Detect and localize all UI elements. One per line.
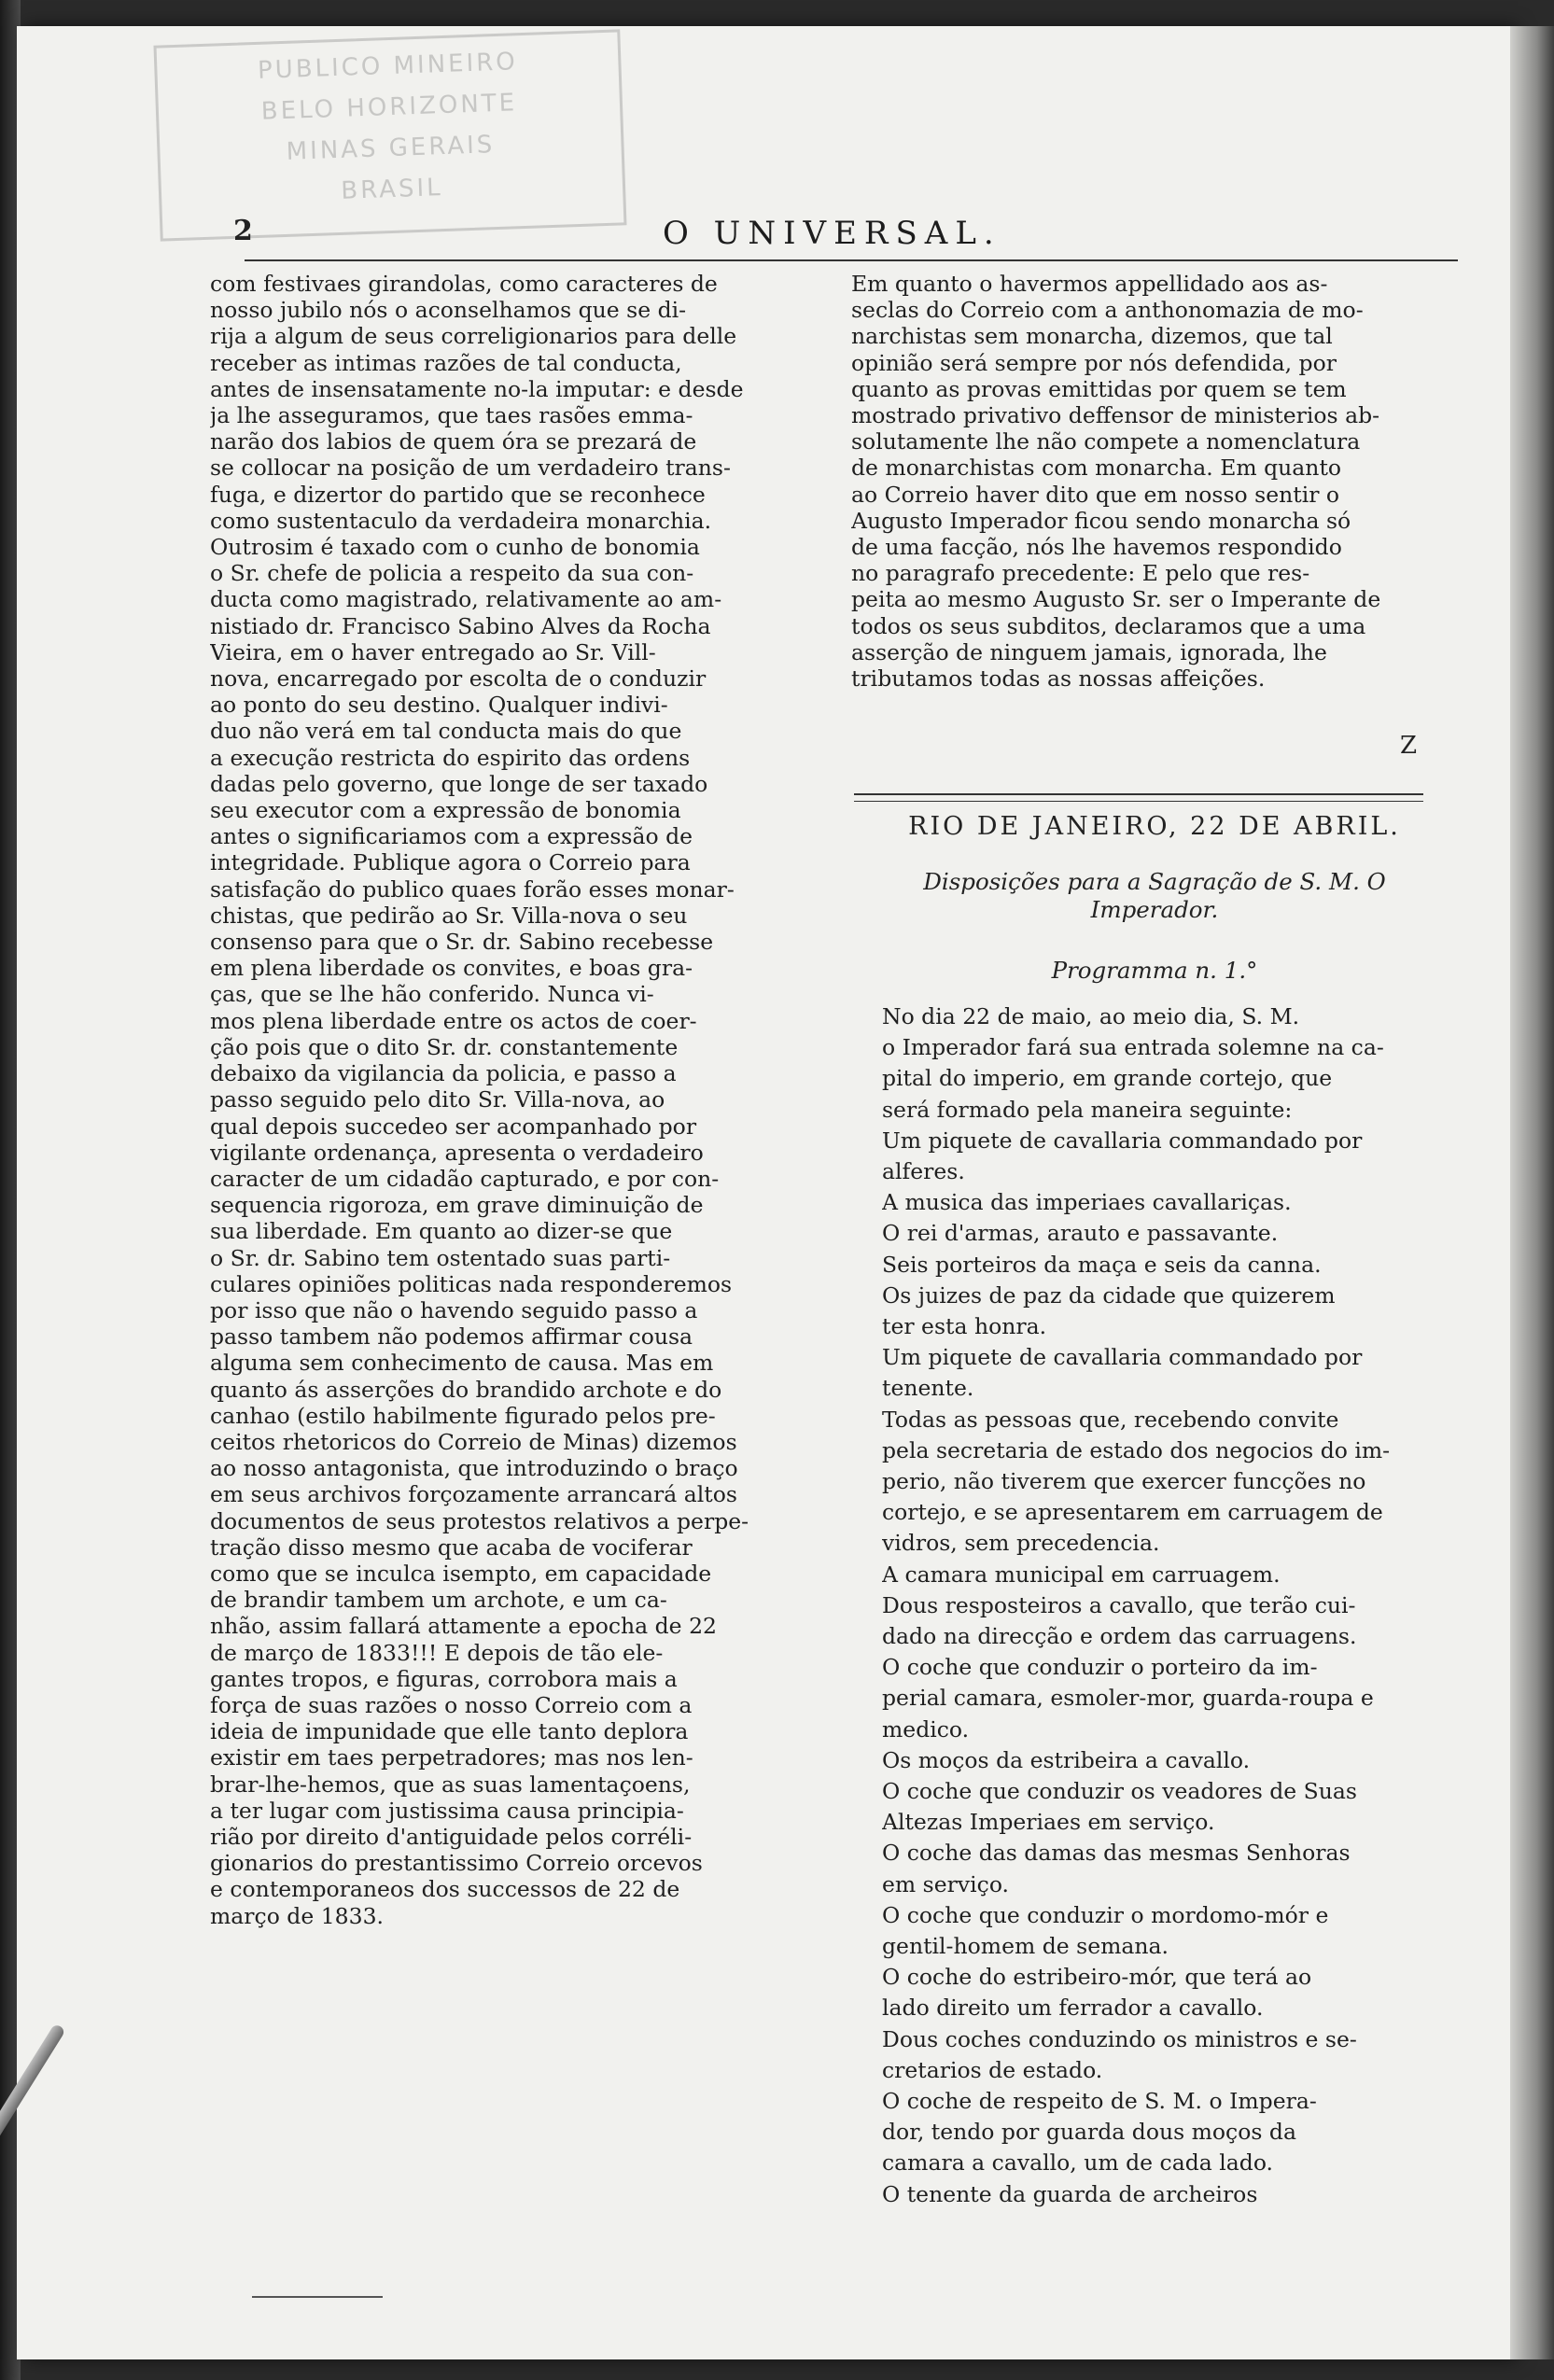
text-line: passo seguido pelo dito Sr. Villa-nova, ao: [210, 1086, 665, 1113]
programme-line: tenente.: [882, 1375, 974, 1402]
text-line: sua liberdade. Em quanto ao dizer-se que: [210, 1218, 673, 1245]
programme-line: cretarios de estado.: [882, 2056, 1103, 2083]
text-line: o Sr. dr. Sabino tem ostentado suas parti-: [210, 1244, 671, 1271]
text-line: documentos de seus protestos relativos a perpe-: [210, 1507, 749, 1534]
text-line: dadas pelo governo, que longe de ser taxado: [210, 770, 708, 797]
section-heading: [851, 868, 1458, 924]
text-line: culares opiniões politicas nada responderemos: [210, 1270, 733, 1297]
stamp-line: MINAS GERAIS: [286, 131, 496, 166]
text-line: Vieira, em o haver entregado ao Sr. Vill-: [210, 638, 656, 665]
page-header: [233, 215, 1475, 261]
text-line: março de 1833.: [210, 1902, 385, 1929]
text-line: ao ponto do seu destino. Qualquer indivi-: [210, 692, 668, 719]
programme-line: gentil-homem de semana.: [882, 1933, 1169, 1959]
text-line: satisfação do publico quaes forão esses monar-: [210, 875, 735, 903]
text-line: tributamos todas as nossas affeições.: [851, 665, 1266, 693]
text-line: mostrado privativo deffensor de ministerios ab-: [851, 402, 1380, 429]
programme-line: Todas as pessoas que, recebendo convite: [882, 1406, 1339, 1433]
programme-line: O coche que conduzir o mordomo-mór e: [882, 1901, 1329, 1928]
text-line: brar-lhe-hemos, que as suas lamentaçoens,: [210, 1771, 691, 1798]
text-line: ao Correio haver dito que em nosso sentir o: [851, 481, 1340, 508]
text-line: ção pois que o dito Sr. dr. constantemente: [210, 1033, 679, 1060]
text-line: solutamente lhe não compete a nomenclatura: [851, 428, 1361, 455]
programme-line: ter esta honra.: [882, 1313, 1047, 1339]
text-line: por isso que não o havendo seguido passo a: [210, 1296, 698, 1323]
text-line: ao nosso antagonista, que introduzindo o braço: [210, 1455, 738, 1482]
text-line: seclas do Correio com a anthonomazia de mo-: [851, 297, 1364, 324]
text-line: passo tambem não podemos affirmar cousa: [210, 1323, 693, 1351]
text-line: como sustentaculo da verdadeira monarchia.: [210, 507, 712, 534]
right-column-intro: [851, 271, 1458, 692]
programme-line: medico.: [882, 1715, 970, 1743]
stamp-line: BELO HORIZONTE: [260, 89, 518, 126]
text-line: quanto ás asserções do brandido archote e do: [210, 1376, 722, 1403]
programme-line: lado direito um ferrador a cavallo.: [882, 1995, 1264, 2022]
text-line: gantes tropos, e figuras, corrobora mais a: [210, 1665, 678, 1692]
text-line: tração disso mesmo que acaba de vociferar: [210, 1533, 693, 1561]
text-line: com festivaes girandolas, como caracteres de: [210, 271, 718, 297]
programme-line: vidros, sem precedencia.: [882, 1530, 1160, 1557]
programme-line: perio, não tiverem que exercer funcções no: [882, 1468, 1366, 1494]
programme-line: O tenente da guarda de archeiros: [882, 2180, 1258, 2207]
text-line: quanto as provas emittidas por quem se tem: [851, 375, 1347, 402]
text-line: de monarchistas com monarcha. Em quanto: [851, 455, 1342, 482]
programme-line: dado na direcção e ordem das carruagens.: [882, 1623, 1357, 1649]
programme-line: pital do imperio, em grande cortejo, que: [882, 1065, 1333, 1092]
text-line: força de suas razões o nosso Correio com a: [210, 1691, 693, 1718]
section-heading-line: Imperador.: [1090, 896, 1219, 923]
text-line: antes de insensatamente no-la imputar: e desde: [210, 375, 744, 402]
text-line: mos plena liberdade entre os actos de coer-: [210, 1007, 697, 1034]
text-line: sequencia rigoroza, em grave diminuição de: [210, 1192, 704, 1219]
text-line: de brandir tambem um archote, e um ca-: [210, 1587, 667, 1614]
page-number: 2: [233, 215, 253, 247]
text-line: no paragrafo precedente: E pelo que res-: [851, 560, 1310, 587]
footer-rule: [252, 2296, 383, 2298]
text-line: qual depois succedeo ser acompanhado por: [210, 1113, 697, 1140]
text-line: nosso jubilo nós o aconselhamos que se di-: [210, 297, 687, 324]
programme-line: cortejo, e se apresentarem em carruagem de: [882, 1499, 1383, 1526]
programme-line: O coche das damas das mesmas Senhoras: [882, 1840, 1351, 1867]
text-line: rião por direito d'antiguidade pelos corréli-: [210, 1823, 693, 1850]
text-line: a ter lugar com justissima causa principia-: [210, 1797, 684, 1824]
programme-line: O rei d'armas, arauto e passavante.: [882, 1220, 1279, 1247]
header-rule: [245, 259, 1458, 261]
text-line: o Sr. chefe de policia a respeito da sua con-: [210, 560, 694, 587]
programme-line: Seis porteiros da maça e seis da canna.: [882, 1251, 1322, 1278]
programme-line: Dous coches conduzindo os ministros e se-: [882, 2025, 1357, 2052]
programme-line: A camara municipal em carruagem.: [882, 1561, 1281, 1588]
text-line: antes o significariamos com a expressão de: [210, 823, 693, 850]
programme-line: em serviço.: [882, 1870, 1010, 1897]
programme-title: Programma n. 1.°: [1051, 957, 1258, 984]
text-line: chistas, que pedirão ao Sr. Villa-nova o seu: [210, 902, 688, 929]
programme-line: O coche que conduzir os veadores de Suas: [882, 1778, 1357, 1804]
text-line: ja lhe asseguramos, que taes rasões emma-: [210, 402, 693, 429]
left-column-text: [210, 271, 854, 1929]
programme-line: será formado pela maneira seguinte:: [882, 1096, 1293, 1123]
text-line: receber as intimas razões de tal conducta,: [210, 349, 682, 376]
programme-line: dor, tendo por guarda dous moços da: [882, 2119, 1296, 2146]
text-line: canhao (estilo habilmente figurado pelos pre-: [210, 1402, 716, 1429]
text-line: de uma facção, nós lhe havemos respondido: [851, 534, 1342, 561]
text-line: nova, encarregado por escolta de o conduzir: [210, 665, 707, 693]
programme-line: alferes.: [882, 1158, 965, 1184]
dateline: RIO DE JANEIRO, 22 DE ABRIL.: [908, 812, 1401, 841]
text-line: a execução restricta do espirito das ordens: [210, 744, 691, 771]
text-line: debaixo da vigilancia da policia, e passo a: [210, 1060, 677, 1087]
programme-line: pela secretaria de estado dos negocios do im-: [882, 1436, 1391, 1463]
text-line: rija a algum de seus correligionarios para delle: [210, 323, 737, 350]
programme-line: Os juizes de paz da cidade que quizerem: [882, 1281, 1336, 1309]
programme-line: Um piquete de cavallaria commandado por: [882, 1344, 1363, 1371]
text-line: ducta como magistrado, relativamente ao am-: [210, 586, 722, 613]
library-stamp: [153, 29, 626, 241]
text-line: seu executor com a expressão de bonomia: [210, 797, 681, 824]
text-line: fuga, e dizertor do partido que se reconhece: [210, 481, 706, 508]
text-line: como que se inculca isempto, em capacidade: [210, 1560, 712, 1587]
text-line: Augusto Imperador ficou sendo monarcha só: [851, 507, 1351, 534]
programme-line: Os moços da estribeira a cavallo.: [882, 1746, 1251, 1773]
text-line: integridade. Publique agora o Correio para: [210, 849, 691, 876]
text-line: duo não verá em tal conducta mais do que: [210, 718, 682, 745]
text-line: narchistas sem monarcha, dizemos, que tal: [851, 323, 1333, 350]
programme-line: O coche de respeito de S. M. o Impera-: [882, 2088, 1317, 2114]
text-line: narão dos labios de quem óra se prezará de: [210, 428, 697, 455]
programme-line: A musica das imperiaes cavallariças.: [882, 1189, 1292, 1216]
text-line: Em quanto o havermos appellidado aos as-: [851, 271, 1328, 297]
programme-line: camara a cavallo, um de cada lado.: [882, 2149, 1274, 2177]
text-line: caracter de um cidadão capturado, e por con-: [210, 1165, 720, 1192]
programme-line: o Imperador fará sua entrada solemne na ca-: [882, 1034, 1384, 1061]
text-line: nhão, assim fallará attamente a epocha de 22: [210, 1613, 717, 1640]
programme-line: Altezas Imperiaes em serviço.: [882, 1809, 1215, 1836]
text-line: asserção de ninguem jamais, ignorada, lhe: [851, 638, 1327, 665]
text-line: nistiado dr. Francisco Sabino Alves da Rocha: [210, 612, 711, 639]
text-line: em seus archivos forçozamente arrancará altos: [210, 1481, 737, 1508]
text-line: em plena liberdade os convites, e boas gra-: [210, 955, 693, 982]
text-line: e contemporaneos dos successos de 22 de: [210, 1876, 680, 1903]
text-line: se collocar na posição de um verdadeiro trans-: [210, 455, 731, 482]
programme-line: perial camara, esmoler-mor, guarda-roupa e: [882, 1685, 1374, 1712]
text-line: peita ao mesmo Augusto Sr. ser o Imperante de: [851, 586, 1381, 613]
journal-title: O UNIVERSAL.: [663, 215, 1001, 252]
text-line: de março de 1833!!! E depois de tão ele-: [210, 1639, 664, 1666]
text-line: vigilante ordenança, apresenta o verdadeiro: [210, 1139, 704, 1166]
programme-line: No dia 22 de maio, ao meio dia, S. M.: [882, 1003, 1300, 1029]
text-line: Outrosim é taxado com o cunho de bonomia: [210, 534, 700, 561]
text-line: opinião será sempre por nós defendida, por: [851, 349, 1337, 376]
page-edge-shadow: [1510, 26, 1554, 2359]
section-divider: [854, 793, 1423, 802]
stamp-line: BRASIL: [340, 174, 444, 205]
text-line: ideia de impunidade que elle tanto deplora: [210, 1718, 689, 1745]
section-heading-line: Disposições para a Sagração de S. M. O: [923, 868, 1386, 895]
text-line: gionarios do prestantissimo Correio orcevos: [210, 1850, 703, 1877]
programme-line: Um piquete de cavallaria commandado por: [882, 1127, 1363, 1154]
programme-line: O coche que conduzir o porteiro da im-: [882, 1654, 1318, 1681]
text-line: ceitos rhetoricos do Correio de Minas) dizemos: [210, 1428, 737, 1455]
text-line: ças, que se lhe hão conferido. Nunca vi-: [210, 981, 654, 1008]
programme-line: Dous resposteiros a cavallo, que terão cui-: [882, 1591, 1356, 1618]
stamp-line: PUBLICO MINEIRO: [257, 48, 519, 85]
text-line: existir em taes perpetradores; mas nos len-: [210, 1744, 693, 1771]
author-signature: Z: [1400, 732, 1418, 760]
text-line: alguma sem conhecimento de causa. Mas em: [210, 1350, 714, 1377]
text-line: todos os seus subditos, declaramos que a uma: [851, 612, 1366, 639]
programme-line: O coche do estribeiro-mór, que terá ao: [882, 1964, 1312, 1991]
text-line: consenso para que o Sr. dr. Sabino recebesse: [210, 929, 714, 956]
